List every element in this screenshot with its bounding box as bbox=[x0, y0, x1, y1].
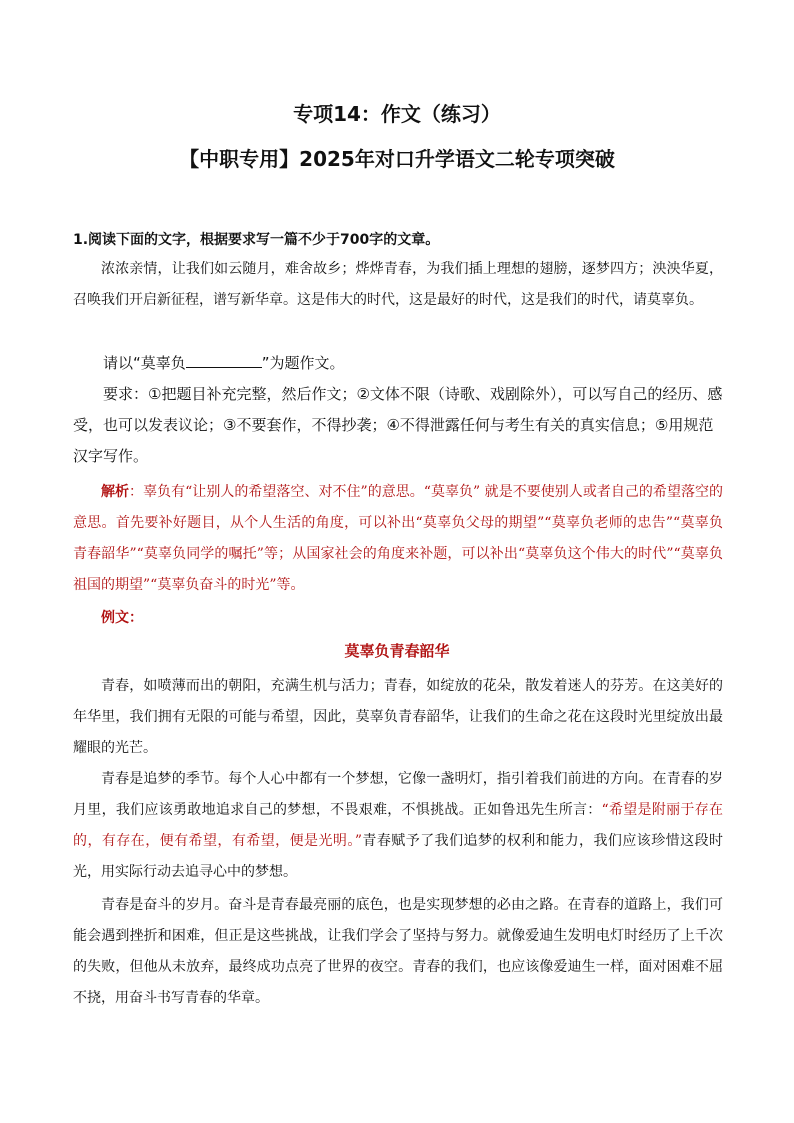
analysis-text: ：辜负有“让别人的希望落空、对不住”的意思。“莫辜负” 就是不要使别人或者自己的希望落空的意思。首先要补好题目，从个人生活的角度，可以补出“莫辜负父母的期望”“莫辜负老师的忠告”“莫辜负青春韶华”“莫辜负同学的嘱托”等；从国家社会的角度来补题，可以补出“莫辜负这个伟大的时代”“莫辜负祖国的期望”“莫辜负奋斗的时光”等。 bbox=[73, 484, 724, 593]
essay-paragraph-2 bbox=[73, 764, 723, 888]
title-blank bbox=[186, 353, 262, 368]
essay-paragraph-2-a: 青春是追梦的季节。每个人心中都有一个梦想，它像一盏明灯，指引着我们前进的方向。在青春的岁月里，我们应该勇敢地追求自己的梦想，不畏艰难，不惧挑战。正如鲁迅先生所言： bbox=[73, 771, 723, 818]
question-heading: 1.阅读下面的文字，根据要求写一篇不少于700字的文章。 bbox=[73, 232, 440, 248]
material-text: 浓浓亲情，让我们如云随月，难舍故乡；烨烨青春，为我们插上理想的翅膀，逐梦四方；泱泱华夏，召唤我们开启新征程，谱写新华章。这是伟大的时代，这是最好的时代，这是我们的时代，请莫辜负。 bbox=[73, 261, 723, 308]
document-subtitle: 【中职专用】2025年对口升学语文二轮专项突破 bbox=[179, 147, 615, 171]
requirements-text: 要求：①把题目补充完整，然后作文；②文体不限（诗歌、戏剧除外），可以写自己的经历、感受，也可以发表议论；③不要套作，不得抄袭；④不得泄露任何与考生有关的真实信息；⑤用规范汉字写作。 bbox=[73, 385, 723, 465]
essay-title: 莫辜负青春韶华 bbox=[344, 642, 450, 660]
essay-paragraph-3: 青春是奋斗的岁月。奋斗是青春最亮丽的底色，也是实现梦想的必由之路。在青春的道路上，我们可能会遇到挫折和困难，但正是这些挑战，让我们学会了坚持与努力。就像爱迪生发明电灯时经历了上千次的失败，但他从未放弃，最终成功点亮了世界的夜空。青春的我们，也应该像爱迪生一样，面对困难不屈不挠，用奋斗书写青春的华章。 bbox=[73, 897, 723, 1006]
example-label-line bbox=[73, 603, 723, 634]
document-title: 专项14：作文（练习） bbox=[293, 102, 501, 126]
essay-paragraph-1: 青春，如喷薄而出的朝阳，充满生机与活力；青春，如绽放的花朵，散发着迷人的芬芳。在这美好的年华里，我们拥有无限的可能与希望，因此，莫辜负青春韶华，让我们的生命之花在这段时光里绽放出最耀眼的光芒。 bbox=[73, 678, 723, 756]
essay-quote: “希望是附丽于存在的，有存在，便有希望，有希望，便是光明。” bbox=[73, 802, 723, 849]
prompt-suffix: ”为题作文。 bbox=[261, 354, 345, 372]
analysis-paragraph bbox=[73, 477, 723, 601]
essay-paragraph-2-b: 青春赋予了我们追梦的权利和能力，我们应该珍惜这段时光，用实际行动去追寻心中的梦想。 bbox=[73, 833, 724, 880]
analysis-label: 解析 bbox=[101, 484, 130, 500]
example-label: 例文： bbox=[101, 610, 143, 626]
essay-prompt bbox=[73, 348, 723, 379]
prompt-prefix: 请以“莫辜负 bbox=[103, 354, 186, 372]
